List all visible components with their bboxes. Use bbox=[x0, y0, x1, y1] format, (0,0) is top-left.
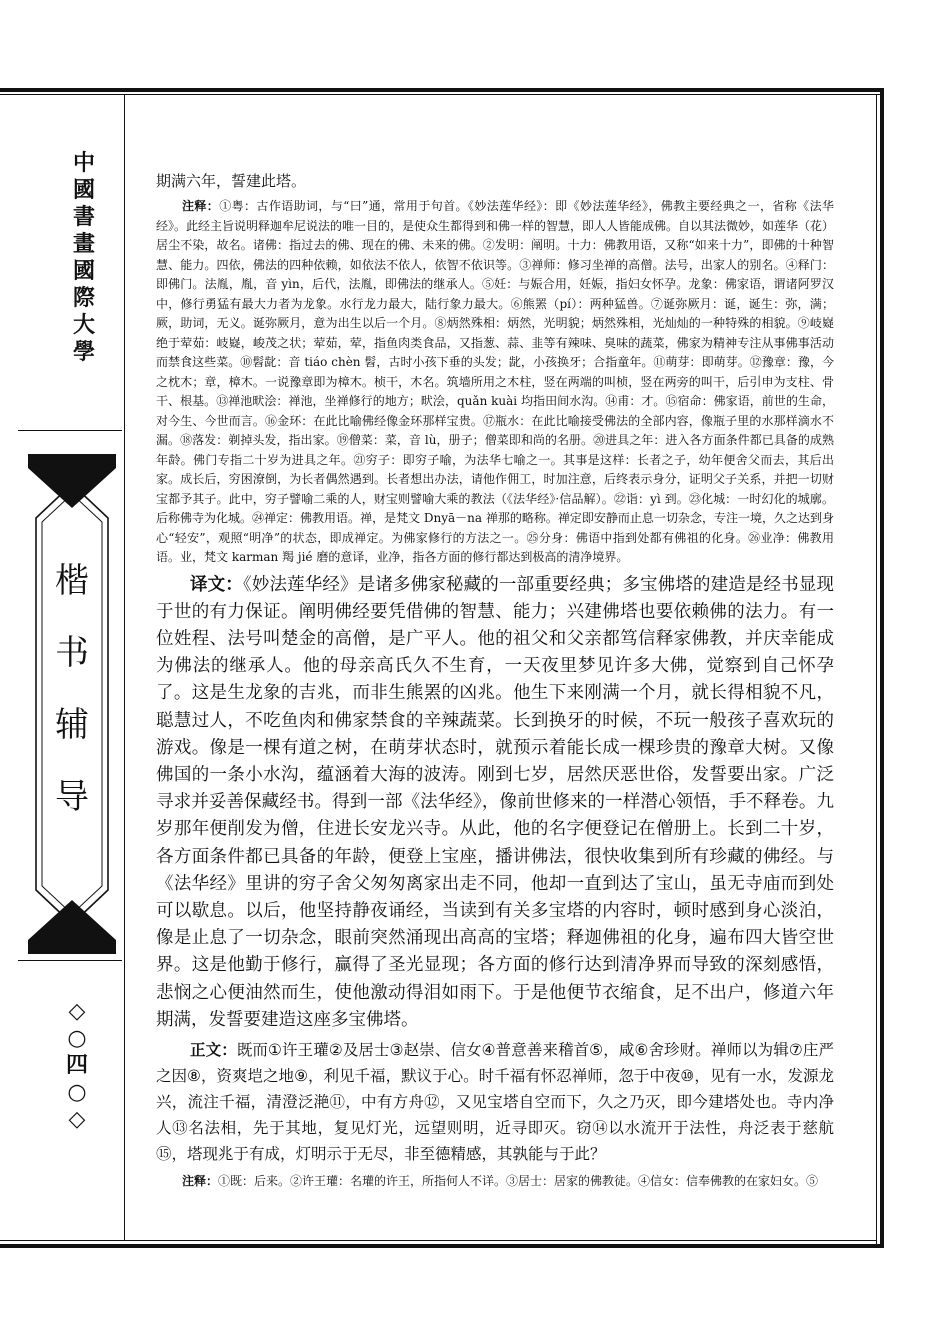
page-number bbox=[56, 998, 98, 1133]
book-title-char: 國 bbox=[72, 177, 95, 203]
book-title bbox=[64, 150, 104, 366]
book-title-char: 大 bbox=[72, 312, 95, 338]
book-title-char: 際 bbox=[72, 285, 95, 311]
series-title bbox=[44, 545, 100, 833]
page-number-char: 四 bbox=[65, 1052, 88, 1078]
frame-border-right bbox=[880, 88, 884, 1248]
main-text-label: 正文： bbox=[190, 1040, 237, 1059]
series-title-char: 导 bbox=[55, 777, 89, 817]
series-title-char: 辅 bbox=[55, 705, 89, 745]
translation-label: 译文： bbox=[190, 574, 243, 595]
sidebar-rule-top bbox=[18, 430, 122, 431]
book-title-char: 中 bbox=[72, 150, 95, 176]
book-title-char: 學 bbox=[72, 339, 95, 365]
translation-text: 《妙法莲华经》是诸多佛家秘藏的一部重要经典；多宝佛塔的建造是经书显现于世的有力保证。阐明佛经要凭借佛的智慧、能力；兴建佛塔也要依赖佛的法力。有一位姓程、法号叫楚金的高僧，是广平人。他的祖父和父亲都笃信释家佛教，并庆幸能成为佛法的继承人。他的母亲高氏久不生育，一天夜里梦见许多大佛，觉察到自己怀孕了。这是生龙象的吉兆，而非生熊罴的凶兆。他生下来刚满一个月，就长得相貌不凡，聪慧过人，不吃鱼肉和佛家禁食的辛辣蔬菜。长到换牙的时候，不玩一般孩子喜欢玩的游戏。像是一棵有道之树，在萌芽状态时，就预示着能长成一棵珍贵的豫章大树。又像佛国的一条小水沟，蕴涵着大海的波涛。刚到七岁，居然厌恶世俗，发誓要出家。广泛寻求并妥善保藏经书。得到一部《法华经》，像前世修来的一样潜心领悟，手不释卷。九岁那年便削发为僧，住进长安龙兴寺。从此，他的名字便登记在僧册上。长到二十岁，各方面条件都已具备的年龄，便登上宝座，播讲佛法，很快收集到所有珍藏的佛经。与《法华经》里讲的穷子舍父匆匆离家出走不同，他却一直到达了宝山，虽无寺庙而到处可以歇息。以后，他坚持静夜诵经，当读到有关多宝塔的内容时，顿时感到身心淡泊，像是止息了一切杂念，眼前突然涌现出高高的宝塔；释迦佛祖的化身，遍布四大皆空世界。这是他勤于修行，赢得了圣光显现；各方面的修行达到清净界而导致的深刻感悟，悲悯之心便油然而生，使他激动得泪如雨下。于是他便节衣缩食，足不出户，修道六年期满，发誓要建造这座多宝佛塔。 bbox=[156, 574, 834, 1030]
main-text-paragraph bbox=[156, 1037, 834, 1167]
series-title-char: 楷 bbox=[55, 561, 89, 601]
notes-paragraph-2 bbox=[156, 1172, 834, 1191]
frame-border-bottom bbox=[0, 1244, 884, 1248]
sidebar-rule-bottom bbox=[18, 960, 122, 961]
frame-border-right-inner bbox=[876, 94, 877, 1246]
notes-text: ①粤：古作语助词，与“曰”通，常用于句首。《妙法莲华经》：即《妙法莲华经》，佛教主要经典之一，省称《法华经》。此经主旨说明释迦牟尼说法的唯一目的，是使众生都得到和佛一样的智慧，即人人皆能成佛。自以其法微妙，如莲华（花）居尘不染，故名。诸佛：指过去的佛、现在的佛、未来的佛。②发明：阐明。十力：佛教用语，又称“如来十力”，即佛的十种智慧、能力。四依，佛法的四种依赖，如依法不依人，依智不依识等。③禅师：修习坐禅的高僧。法号，出家人的别名。④释门：即佛门。法胤，胤，音 yìn，后代，法胤，即佛法的继承人。⑤妊：与娠合用，妊娠，指妇女怀孕。龙象：佛家语，谓诸阿罗汉中，修行勇猛有最大力者为龙象。水行龙力最大，陆行象力最大。⑥熊罴（pí）：两种猛兽。⑦诞弥厥月：诞，诞生：弥，满；厥，助词，无义。诞弥厥月，意为出生以后一个月。⑧炳然殊相：炳然，光明貌；炳然殊相，光灿灿的一种特殊的相貌。⑨岐嶷绝于荤茹：岐嶷，峻茂之状；荤茹，荤，指鱼肉类食品，又指葱、蒜、韭等有辣味、臭味的蔬菜，佛家为精神专注从事佛事活动而禁食这些菜。⑩髫龀：音 tiáo chèn 髫，古时小孩下垂的头发；龀，小孩换牙；合指童年。⑪萌芽：即萌芽。⑫豫章：豫，今之枕木；章，樟木。一说豫章即为樟木。桢干，木名。筑墙所用之木柱，竖在两端的叫桢，竖在两旁的叫干，后引申为支柱、骨干、根基。⑬禅池畎浍：禅池，坐禅修行的地方；畎浍，quǎn kuài 均指田间水沟。⑭甫：才。⑮宿命：佛家语，前世的生命，对今生、今世而言。⑯金环：在此比喻佛经像金环那样宝贵。⑰瓶水：在此比喻接受佛法的全部内容，像瓶子里的水那样滴水不漏。⑱落发：剃掉头发，指出家。⑲僧菜：菜，音 lù，册子；僧菜即和尚的名册。⑳进具之年：进入各方面条件都已具备的成熟年龄。佛门专指二十岁为进具之年。㉑穷子：即穷子喻，为法华七喻之一。其事是这样：长者之子，幼年便舍父而去，其后出家。成长后，穷困潦倒，为长者偶然遇到。长者想出办法，请他作佣工，时加注意，后终表示身分，证明父子关系，并把一切财宝都予其子。此中，穷子譬喻二乘的人，财宝则譬喻大乘的教法（《法华经》·信品解）。㉒诣：yì 到。㉓化城：一时幻化的城廓。后称佛寺为化城。㉔禅定：佛教用语。禅，是梵文 Dnyā－na 禅那的略称。禅定即安静而止息一切杂念，专注一境，久之达到身心“轻安”，观照“明净”的状态，即成禅定。为佛家修行的方法之一。㉕分身：佛语中指到处都有佛祖的化身。㉖业净：佛教用语。业，梵文 karman 羯 jié 磨的意译，业净，指各方面的修行都达到极高的清净境界。 bbox=[156, 199, 835, 564]
frame-border-bottom-inner bbox=[0, 1240, 877, 1241]
main-text-body: 既而①许王瓘②及居士③赵崇、信女④普意善来稽首⑤，咸⑥舍珍财。禅师以为辑⑦庄严之因⑧，资爽垲之地⑨，利见千福，默议于心。时千福有怀忍禅师，忽于中夜⑩，见有一水，发源龙兴，流注千福，清澄泛滟⑪，中有方舟⑫，又见宝塔自空而下，久之乃灭，即今建塔处也。寺内净人⑬名法相，先于其地，复见灯光，远望则明，近寻即灭。窃⑭以水流开于法性，舟泛表于慈航⑮，塔现兆于有成，灯明示于无尽，非至德精感，其孰能与于此？ bbox=[156, 1040, 834, 1163]
notes-text-2: ①既：后来。②许王瓘：名瓘的许王，所指何人不详。③居士：居家的佛教徒。④信女：信奉佛教的在家妇女。⑤ bbox=[218, 1173, 819, 1188]
book-title-char: 畫 bbox=[72, 231, 95, 257]
notes-paragraph bbox=[156, 197, 834, 568]
main-content bbox=[156, 170, 834, 1191]
frame-border-top-inner bbox=[0, 94, 880, 95]
notes-label-2: 注释： bbox=[182, 1173, 219, 1188]
page-number-char: ○ bbox=[67, 1025, 87, 1051]
book-title-char: 書 bbox=[72, 204, 95, 230]
translation-paragraph bbox=[156, 572, 834, 1034]
page-number-char: ◇ bbox=[68, 998, 86, 1024]
book-title-char: 國 bbox=[72, 258, 95, 284]
page-number-char: ○ bbox=[67, 1079, 87, 1105]
series-title-char: 书 bbox=[55, 633, 89, 673]
notes-label: 注释： bbox=[182, 199, 220, 213]
page-number-char: ◇ bbox=[68, 1106, 86, 1132]
sidebar-divider bbox=[124, 94, 125, 1240]
lead-line: 期满六年，誓建此塔。 bbox=[156, 172, 307, 190]
frame-border-top bbox=[0, 88, 884, 92]
